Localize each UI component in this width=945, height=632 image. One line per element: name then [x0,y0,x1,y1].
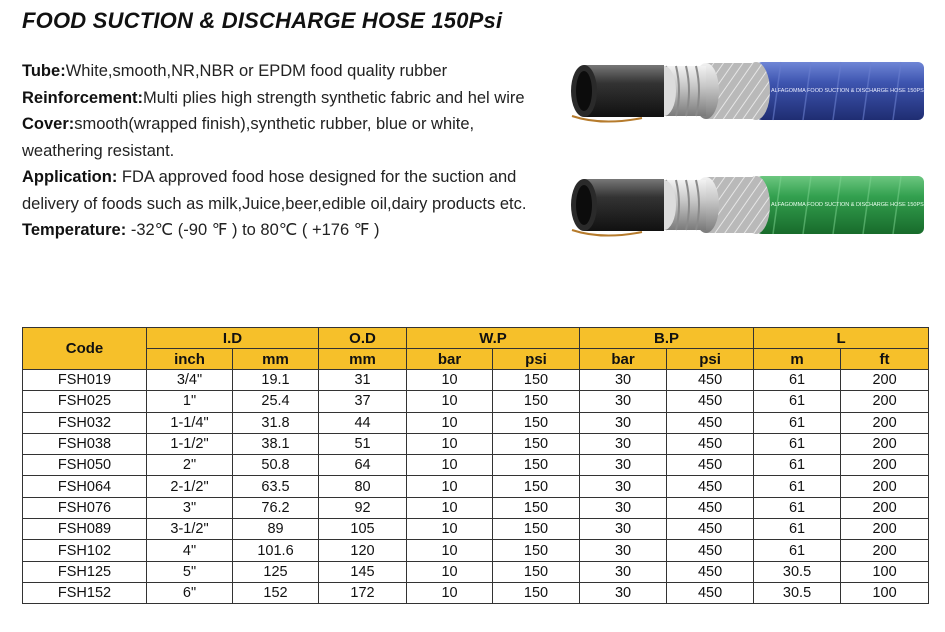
table-cell: 30 [580,455,667,476]
table-cell: 30.5 [754,561,841,582]
cell-code: FSH025 [23,391,147,412]
cell-code: FSH032 [23,412,147,433]
unit-header: inch [147,349,233,370]
cell-code: FSH102 [23,540,147,561]
table-cell: 61 [754,391,841,412]
spec-text: White,smooth,NR,NBR or EPDM food quality rubber [65,62,448,80]
table-cell: 30 [580,582,667,603]
table-cell: 200 [841,391,929,412]
table-cell: 10 [407,433,493,454]
table-cell: 3-1/2" [147,519,233,540]
spec-temperature [22,217,552,244]
table-cell: 63.5 [233,476,319,497]
table-cell: 61 [754,412,841,433]
table-cell: 6" [147,582,233,603]
table-cell: 150 [493,561,580,582]
table-cell: 64 [319,455,407,476]
table-cell: 125 [233,561,319,582]
unit-header: psi [493,349,580,370]
spec-table [22,327,929,604]
table-cell: 10 [407,561,493,582]
unit-header: bar [580,349,667,370]
table-cell: 450 [667,455,754,476]
table-cell: 10 [407,497,493,518]
table-cell: 100 [841,582,929,603]
table-cell: 1-1/2" [147,433,233,454]
table-cell: 30 [580,561,667,582]
table-cell: 3" [147,497,233,518]
table-cell: 10 [407,370,493,391]
table-cell: 25.4 [233,391,319,412]
table-cell: 1-1/4" [147,412,233,433]
table-cell: 30 [580,476,667,497]
spec-tube [22,58,552,85]
cell-code: FSH019 [23,370,147,391]
table-cell: 30 [580,391,667,412]
table-cell: 2-1/2" [147,476,233,497]
table-cell: 150 [493,370,580,391]
table-cell: 51 [319,433,407,454]
hose-print-text: ALFAGOMMA FOOD SUCTION & DISCHARGE HOSE 150PSI [771,202,926,208]
table-cell: 120 [319,540,407,561]
table-row [23,433,929,454]
table-cell: 150 [493,476,580,497]
spec-label: Application: [22,168,118,186]
spec-text: FDA approved food hose designed for the suction and delivery of foods such as milk,Juice,beer,edible oil,dairy products etc. [22,168,527,213]
table-cell: 61 [754,433,841,454]
table-row [23,455,929,476]
table-row [23,370,929,391]
table-cell: 450 [667,476,754,497]
col-header-wp: W.P [407,328,580,349]
table-cell: 89 [233,519,319,540]
spec-description [22,58,552,244]
hose-print-text: ALFAGOMMA FOOD SUCTION & DISCHARGE HOSE 150PSI [771,88,926,94]
table-unit-row [23,349,929,370]
table-cell: 450 [667,370,754,391]
table-cell: 30.5 [754,582,841,603]
table-cell: 19.1 [233,370,319,391]
table-header-row [23,328,929,349]
table-cell: 92 [319,497,407,518]
unit-header: bar [407,349,493,370]
table-cell: 200 [841,519,929,540]
col-header-id: I.D [147,328,319,349]
table-row [23,582,929,603]
table-row [23,540,929,561]
unit-header: psi [667,349,754,370]
table-cell: 31 [319,370,407,391]
table-cell: 150 [493,455,580,476]
table-cell: 1" [147,391,233,412]
table-cell: 450 [667,561,754,582]
table-cell: 145 [319,561,407,582]
table-cell: 61 [754,497,841,518]
spec-text: Multi plies high strength synthetic fabric and hel wire [143,88,525,107]
table-cell: 2" [147,455,233,476]
cell-code: FSH089 [23,519,147,540]
table-row [23,412,929,433]
col-header-l: L [754,328,929,349]
table-cell: 30 [580,370,667,391]
table-cell: 200 [841,455,929,476]
table-cell: 61 [754,370,841,391]
table-cell: 105 [319,519,407,540]
table-cell: 61 [754,455,841,476]
table-cell: 30 [580,433,667,454]
table-cell: 172 [319,582,407,603]
spec-label: Reinforcement: [22,88,144,107]
table-cell: 10 [407,391,493,412]
table-row [23,497,929,518]
table-cell: 101.6 [233,540,319,561]
table-cell: 30 [580,519,667,540]
table-row [23,519,929,540]
table-cell: 152 [233,582,319,603]
table-cell: 31.8 [233,412,319,433]
spec-label: Temperature: [22,221,127,239]
table-cell: 450 [667,582,754,603]
table-row [23,391,929,412]
spec-text: smooth(wrapped finish),synthetic rubber, blue or white, weathering resistant. [22,115,475,160]
table-cell: 10 [407,540,493,561]
table-cell: 450 [667,519,754,540]
table-cell: 450 [667,391,754,412]
table-cell: 150 [493,433,580,454]
unit-header: m [754,349,841,370]
table-cell: 61 [754,540,841,561]
table-cell: 150 [493,391,580,412]
table-cell: 150 [493,519,580,540]
table-cell: 150 [493,582,580,603]
table-cell: 150 [493,412,580,433]
unit-header: mm [233,349,319,370]
table-cell: 5" [147,561,233,582]
table-cell: 10 [407,582,493,603]
table-row [23,476,929,497]
table-cell: 200 [841,433,929,454]
table-cell: 200 [841,540,929,561]
table-cell: 200 [841,497,929,518]
table-cell: 10 [407,519,493,540]
table-cell: 450 [667,540,754,561]
spec-application [22,164,552,217]
table-cell: 4" [147,540,233,561]
table-cell: 100 [841,561,929,582]
table-cell: 76.2 [233,497,319,518]
table-cell: 150 [493,497,580,518]
table-cell: 30 [580,540,667,561]
spec-label: Cover: [22,115,75,133]
cell-code: FSH152 [23,582,147,603]
table-cell: 38.1 [233,433,319,454]
cell-code: FSH050 [23,455,147,476]
table-cell: 10 [407,476,493,497]
table-row [23,561,929,582]
table-cell: 10 [407,455,493,476]
col-header-od: O.D [319,328,407,349]
spec-text: -32℃ (-90 ℉ ) to 80℃ ( +176 ℉ ) [126,221,380,239]
blue-hose-image [566,50,926,126]
table-cell: 30 [580,497,667,518]
table-cell: 10 [407,412,493,433]
col-header-code: Code [23,328,147,370]
green-hose-image [566,166,926,242]
table-cell: 450 [667,497,754,518]
table-cell: 200 [841,476,929,497]
table-cell: 200 [841,412,929,433]
table-cell: 50.8 [233,455,319,476]
table-cell: 3/4" [147,370,233,391]
table-cell: 450 [667,433,754,454]
table-cell: 44 [319,412,407,433]
page-title: FOOD SUCTION & DISCHARGE HOSE 150Psi [22,8,503,33]
spec-label: Tube: [22,62,66,80]
cell-code: FSH038 [23,433,147,454]
spec-cover [22,111,552,164]
cell-code: FSH076 [23,497,147,518]
spec-reinforcement [22,85,552,112]
cell-code: FSH125 [23,561,147,582]
table-cell: 150 [493,540,580,561]
table-cell: 450 [667,412,754,433]
col-header-bp: B.P [580,328,754,349]
table-cell: 80 [319,476,407,497]
table-body [23,370,929,604]
table-cell: 30 [580,412,667,433]
table-cell: 200 [841,370,929,391]
table-cell: 37 [319,391,407,412]
table-cell: 61 [754,476,841,497]
unit-header: mm [319,349,407,370]
unit-header: ft [841,349,929,370]
cell-code: FSH064 [23,476,147,497]
table-cell: 61 [754,519,841,540]
